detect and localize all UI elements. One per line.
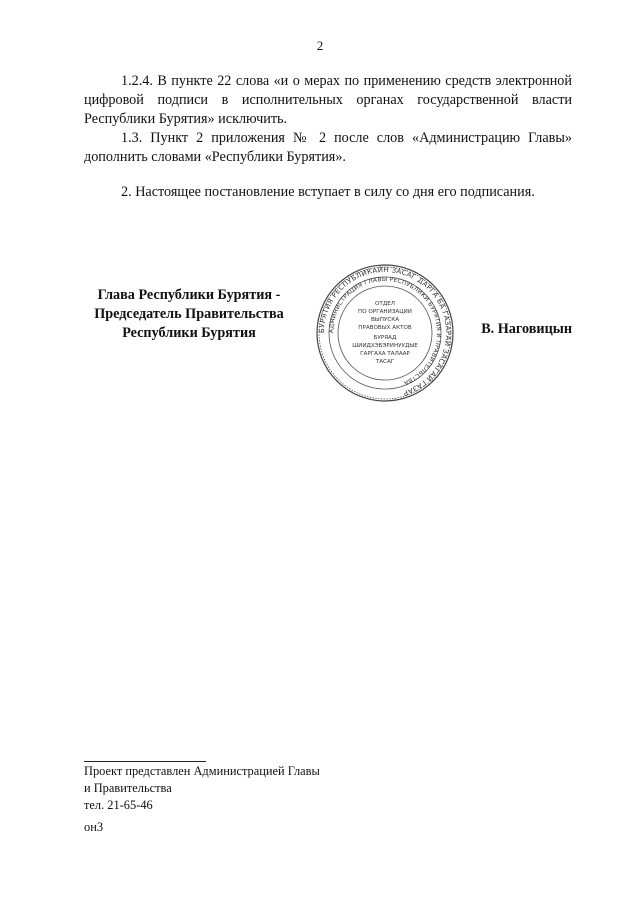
official-seal [315,263,455,403]
signatory-title-line: Республики Бурятия [122,325,256,341]
seal-center-line: ГАРГАХА ТАЛААР [360,351,410,357]
seal-center-line: ПРАВОВЫХ АКТОВ [358,325,412,331]
footnote-line: тел. 21-65-46 [84,798,153,812]
svg-text:АДМИНИСТРАЦИЯ ГЛАВЫ РЕСПУБЛИКИ [328,276,442,387]
seal-center-line: ШИИДХЭБЭРИНУУДЫЕ [352,343,418,349]
document-body [84,72,572,202]
seal-center-line: ОТДЕЛ [375,301,395,307]
page-number: 2 [316,38,324,53]
signer-name: В. Наговицын [481,321,572,337]
footnote-line: и Правительства [84,781,172,795]
signatory-title [84,286,294,343]
seal-center-line: ТАСАГ [375,359,395,365]
paragraph-1-2-4: 1.2.4. В пункте 22 слова «и о мерах по применению средств электронной цифровой подписи в исполнительных органах государственной власти Республики Бурятия» исключить. [84,73,572,127]
footnote [84,763,320,814]
seal-center-line: БУРЯАД [373,335,397,341]
seal-center-line: ВЫПУСКА [370,317,400,323]
footnote-line: Проект представлен Администрацией Главы [84,764,320,778]
signatory-title-line: Председатель Правительства [94,306,284,322]
document-code: он3 [84,820,104,834]
footnote-divider [84,761,206,762]
paragraph-1-3: 1.3. Пункт 2 приложения № 2 после слов «Администрацию Главы» дополнить словами «Республики Бурятия». [84,130,572,165]
signatory-title-line: Глава Республики Бурятия - [97,287,281,303]
seal-outer-text: БУРЯТИЯ РЕСПУБЛИКАЙН ЗАСАГ ДАРГА БА ГАЗАРАЙ ЗАСАГАЙ ГАЗАР [317,265,453,398]
paragraph-2: 2. Настоящее постановление вступает в силу со дня его подписания. [121,184,535,200]
seal-inner-text: АДМИНИСТРАЦИЯ ГЛАВЫ РЕСПУБЛИКИ БУРЯТИЯ И ПРАВИТЕЛЬСТВА [327,275,443,387]
seal-center-line: ПО ОРГАНИЗАЦИИ [358,309,412,315]
